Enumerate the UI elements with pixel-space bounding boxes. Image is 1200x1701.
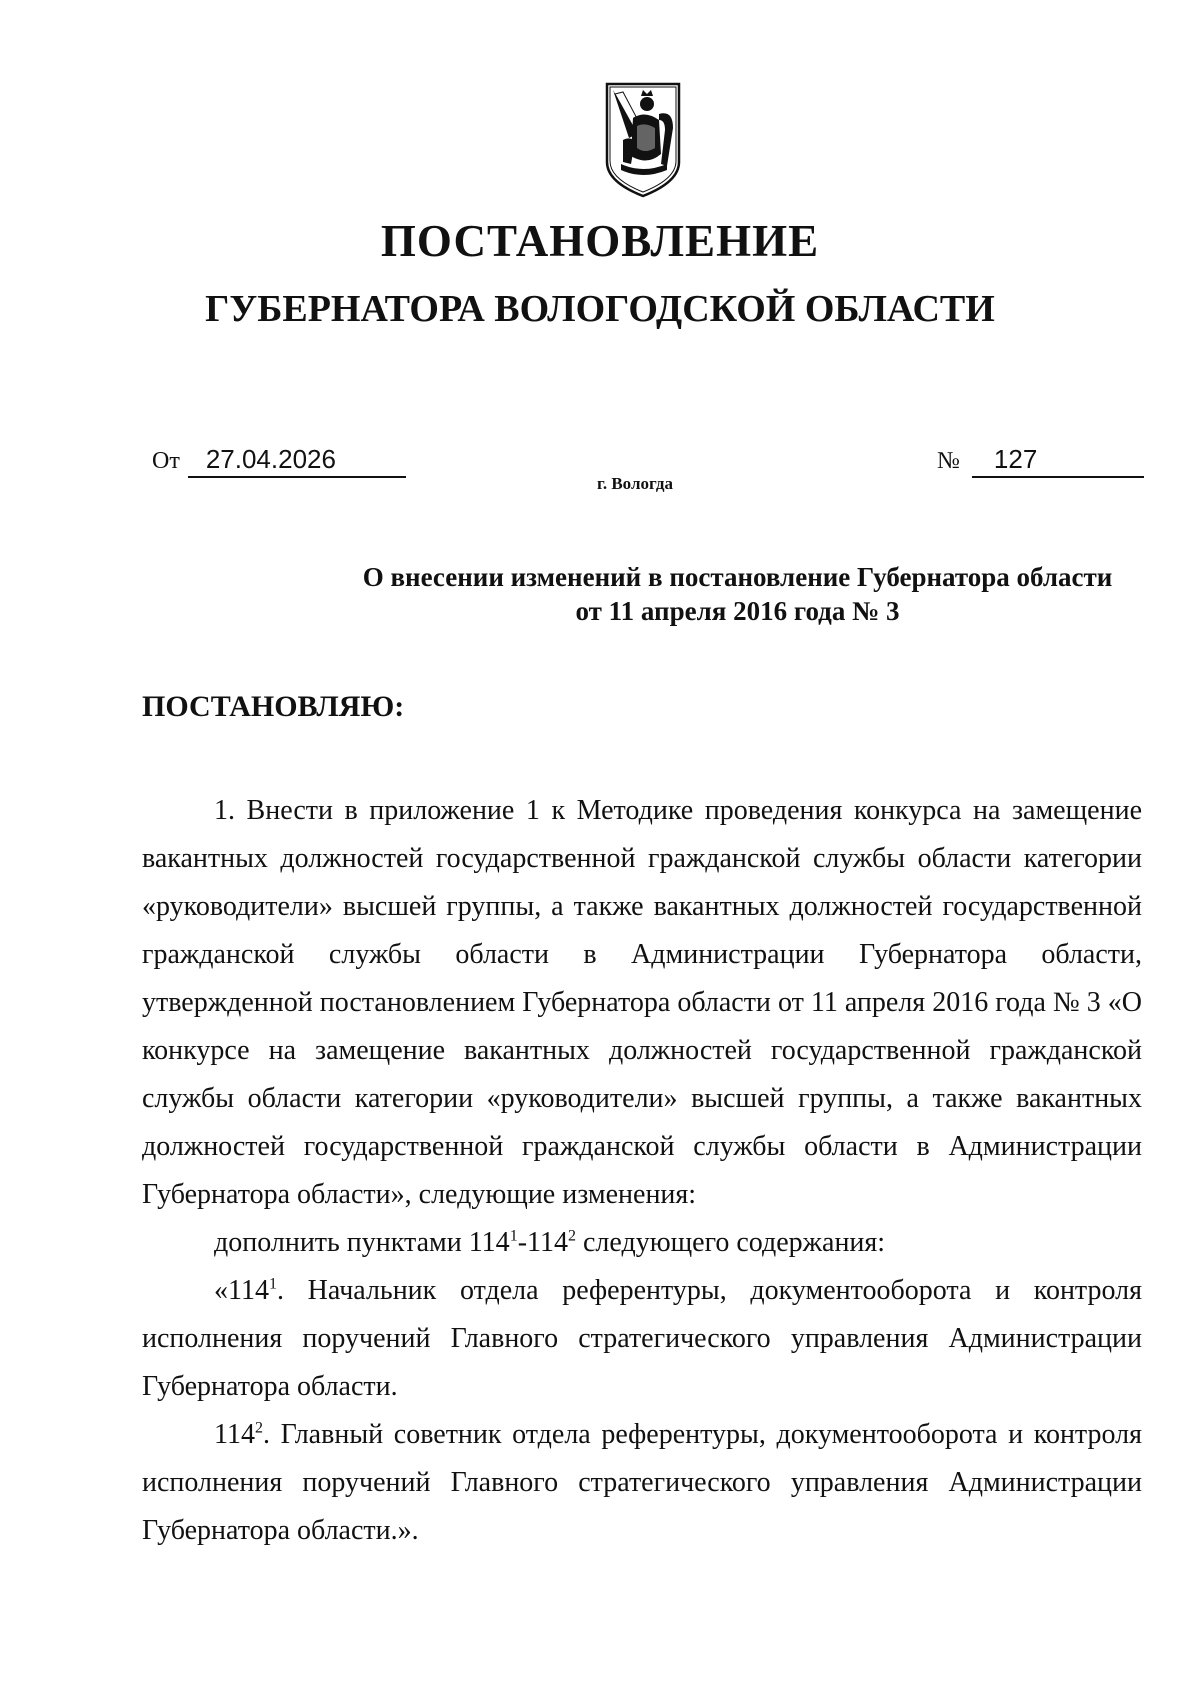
number-prefix: № (937, 448, 960, 474)
document-body (142, 787, 1142, 1555)
point-114-1-text: . Начальник отдела референтуры, документооборота и контроля исполнения поручений Главного стратегического управления Администрации Губернатора области. (142, 1275, 1142, 1402)
supplement-sup-1: 1 (509, 1227, 518, 1245)
subject-line-2: от 11 апреля 2016 года № 3 (575, 596, 900, 626)
supplement-sup-2: 2 (567, 1227, 576, 1245)
subject-line-1: О внесении изменений в постановление Губернатора области (362, 562, 1113, 592)
document-title: ПОСТАНОВЛЕНИЕ (380, 216, 820, 266)
point-114-1-sup: 1 (268, 1275, 277, 1293)
document-date: 27.04.2026 (188, 442, 406, 478)
supplement-text-end: следующего содержания: (575, 1227, 886, 1258)
supplement-text-range: -114 (517, 1227, 568, 1258)
vologda-coat-of-arms-icon (601, 74, 685, 198)
paragraph-point-114-1 (142, 1267, 1142, 1411)
document-subject (140, 560, 1200, 628)
paragraph-supplement (142, 1219, 1142, 1267)
decree-heading: ПОСТАНОВЛЯЮ: (142, 690, 405, 723)
supplement-text-start: дополнить пунктами 114 (214, 1227, 510, 1258)
number-line (937, 442, 1144, 478)
point-114-2-number: 114 (214, 1419, 255, 1450)
point-114-2-text: . Главный советник отдела референтуры, документооборота и контроля исполнения поручений Главного стратегического управления Администрации Губернатора области.». (142, 1419, 1142, 1546)
paragraph-point-114-2 (142, 1411, 1142, 1555)
document-city: г. Вологда (597, 474, 673, 493)
document-issuer: ГУБЕРНАТОРА ВОЛОГОДСКОЙ ОБЛАСТИ (205, 288, 995, 330)
date-prefix: От (152, 448, 180, 474)
point-114-2-sup: 2 (254, 1419, 263, 1437)
point-114-1-number: «114 (214, 1275, 269, 1306)
paragraph-item-1: 1. Внести в приложение 1 к Методике проведения конкурса на замещение вакантных должностей государственной гражданской службы области категории «руководители» высшей группы, а также вакантных должностей государственной гражданской службы области в Администрации Губернатора области, утвержденной постановлением Губернатора области от 11 апреля 2016 года № 3 «О конкурсе на замещение вакантных должностей государственной гражданской службы области категории «руководители» высшей группы, а также вакантных должностей государственной гражданской службы области в Администрации Губернатора области», следующие изменения: (142, 795, 1142, 1210)
document-number: 127 (972, 442, 1144, 478)
